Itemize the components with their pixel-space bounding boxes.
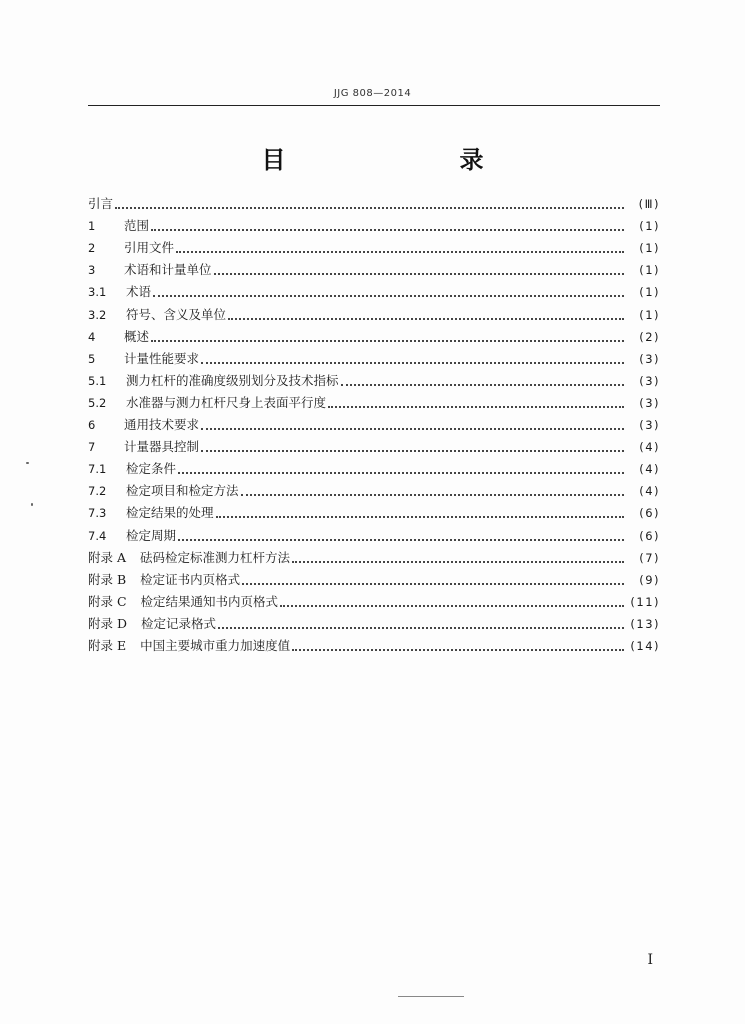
toc-entry-page: (4)	[639, 484, 660, 499]
toc-entry-number: 5	[88, 351, 96, 366]
toc-entry-page: (4)	[639, 462, 660, 477]
toc-leader-dots	[214, 273, 624, 275]
toc-entry-number: 7.3	[88, 506, 107, 521]
toc-entry-3-1[interactable]	[88, 278, 660, 300]
scan-speck	[26, 462, 29, 464]
toc-entry-title: 计量器具控制	[124, 439, 200, 455]
toc-entry-number: 3.2	[88, 307, 107, 322]
toc-leader-dots	[292, 649, 624, 651]
toc-leader-dots	[241, 494, 624, 496]
toc-entry-appendix-a[interactable]	[88, 544, 660, 566]
standard-code: JJG 808—2014	[333, 88, 412, 99]
toc-entry-page: (11)	[630, 594, 660, 609]
toc-entry-page: (9)	[639, 572, 660, 587]
toc-entry-page: (6)	[639, 528, 660, 543]
toc-entry-1[interactable]	[88, 212, 660, 234]
toc-entry-number: 附录 A	[88, 549, 127, 565]
toc-entry-3[interactable]	[88, 256, 660, 278]
toc-entry-7-3[interactable]	[88, 499, 660, 521]
toc-entry-page: (6)	[639, 506, 660, 521]
toc-entry-page: (1)	[639, 241, 660, 256]
toc-entry-page: (4)	[639, 440, 660, 455]
toc-entry-number: 附录 E	[88, 637, 127, 653]
toc-leader-dots	[218, 627, 624, 629]
toc-entry-page: (1)	[639, 219, 660, 234]
toc-leader-dots	[176, 251, 624, 253]
toc-entry-3-2[interactable]	[88, 300, 660, 322]
page-title: 目 录	[261, 146, 526, 174]
toc-entry-number: 5.2	[88, 395, 107, 410]
toc-leader-dots	[228, 318, 624, 320]
toc-leader-dots	[216, 516, 624, 518]
toc-entry-title: 检定条件	[126, 461, 177, 477]
toc-entry-7-1[interactable]	[88, 455, 660, 477]
toc-leader-dots	[201, 428, 624, 430]
toc-entry-appendix-c[interactable]	[88, 588, 660, 610]
toc-leader-dots	[115, 207, 624, 209]
toc-entry-number: 2	[88, 241, 96, 256]
toc-entry-title: 术语和计量单位	[124, 262, 212, 278]
toc-entry-4[interactable]	[88, 323, 660, 345]
toc-entry-title: 检定项目和检定方法	[126, 483, 239, 499]
toc-entry-number: 7	[88, 440, 96, 455]
table-of-contents	[88, 190, 660, 654]
toc-entry-number: 1	[88, 219, 96, 234]
toc-entry-page: (2)	[639, 329, 660, 344]
toc-leader-dots	[178, 472, 624, 474]
toc-entry-page: (3)	[639, 351, 660, 366]
toc-leader-dots	[292, 561, 624, 563]
toc-leader-dots	[201, 450, 624, 452]
scan-mark	[398, 996, 464, 997]
toc-entry-5-1[interactable]	[88, 367, 660, 389]
toc-entry-title: 引用文件	[124, 240, 175, 256]
toc-entry-title: 测力杠杆的准确度级别划分及技术指标	[126, 372, 339, 388]
toc-leader-dots	[280, 605, 624, 607]
toc-entry-7-2[interactable]	[88, 477, 660, 499]
toc-entry-title: 检定结果的处理	[126, 505, 214, 521]
toc-entry-number: 附录 D	[88, 615, 127, 631]
toc-entry-page: (14)	[630, 638, 660, 653]
toc-entry-title: 中国主要城市重力加速度值	[140, 637, 291, 653]
toc-entry-appendix-d[interactable]	[88, 610, 660, 632]
toc-entry-number: 5.1	[88, 373, 107, 388]
toc-leader-dots	[341, 384, 624, 386]
toc-entry-title: 符号、含义及单位	[126, 306, 227, 322]
toc-leader-dots	[328, 406, 624, 408]
toc-entry-page: (1)	[639, 263, 660, 278]
toc-leader-dots	[153, 295, 624, 297]
toc-entry-page: (Ⅲ)	[638, 197, 660, 212]
toc-entry-number: 3.1	[88, 285, 107, 300]
toc-entry-page: (7)	[639, 550, 660, 565]
toc-entry-title: 范围	[124, 218, 150, 234]
toc-entry-title: 通用技术要求	[124, 417, 200, 433]
toc-entry-number: 4	[88, 329, 96, 344]
toc-entry-title: 引言	[88, 196, 114, 212]
toc-entry-5-2[interactable]	[88, 389, 660, 411]
toc-entry-number: 7.2	[88, 484, 107, 499]
toc-entry-page: (13)	[630, 616, 660, 631]
toc-entry-number: 6	[88, 418, 96, 433]
toc-entry-title: 检定证书内页格式	[140, 571, 241, 587]
toc-entry-title: 术语	[126, 284, 152, 300]
toc-entry-page: (1)	[639, 285, 660, 300]
toc-entry-appendix-b[interactable]	[88, 566, 660, 588]
toc-entry-intro[interactable]	[88, 190, 660, 212]
toc-entry-number: 7.4	[88, 528, 107, 543]
toc-entry-6[interactable]	[88, 411, 660, 433]
toc-entry-title: 检定周期	[126, 527, 177, 543]
toc-entry-appendix-e[interactable]	[88, 632, 660, 654]
toc-entry-number: 7.1	[88, 462, 107, 477]
toc-entry-title: 检定结果通知书内页格式	[140, 593, 279, 609]
toc-entry-number: 附录 B	[88, 571, 127, 587]
toc-entry-number: 3	[88, 263, 96, 278]
toc-leader-dots	[151, 340, 624, 342]
scan-speck	[31, 503, 33, 506]
toc-leader-dots	[151, 229, 624, 231]
toc-leader-dots	[178, 539, 624, 541]
toc-entry-7-4[interactable]	[88, 521, 660, 543]
toc-entry-title: 水准器与测力杠杆尺身上表面平行度	[126, 394, 327, 410]
toc-entry-5[interactable]	[88, 345, 660, 367]
toc-entry-page: (3)	[639, 373, 660, 388]
toc-entry-title: 检定记录格式	[141, 615, 217, 631]
header-rule	[88, 105, 660, 106]
toc-entry-title: 砝码检定标准测力杠杆方法	[140, 549, 291, 565]
toc-leader-dots	[242, 583, 624, 585]
toc-entry-title: 概述	[124, 328, 150, 344]
toc-entry-7[interactable]	[88, 433, 660, 455]
toc-entry-2[interactable]	[88, 234, 660, 256]
toc-entry-page: (1)	[639, 307, 660, 322]
toc-entry-page: (3)	[639, 418, 660, 433]
toc-entry-page: (3)	[639, 395, 660, 410]
toc-entry-title: 计量性能要求	[124, 350, 200, 366]
toc-leader-dots	[201, 362, 624, 364]
toc-entry-number: 附录 C	[88, 593, 127, 609]
page-number: I	[647, 952, 653, 968]
